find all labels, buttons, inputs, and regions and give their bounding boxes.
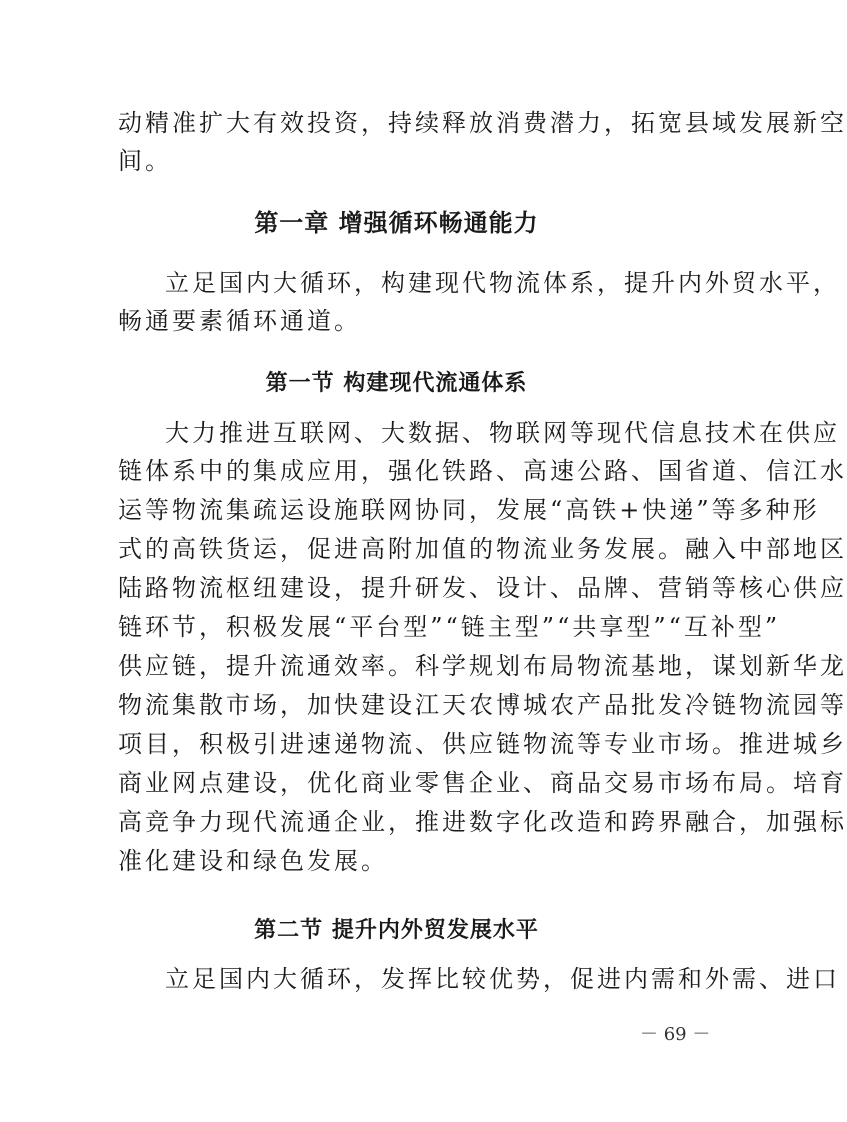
body-text-line: 陆路物流枢纽建设，提升研发、设计、品牌、营销等核心供应 (118, 574, 847, 602)
body-text-line: 供应链，提升流通效率。科学规划布局物流基地，谋划新华龙 (118, 652, 847, 680)
body-text-line: 项目，积极引进速递物流、供应链物流等专业市场。推进城乡 (118, 730, 847, 758)
section-title: 第二节 提升内外贸发展水平 (254, 918, 539, 943)
body-text-line: 链环节，积极发展“平台型”“链主型”“共享型”“互补型” (118, 613, 781, 641)
body-text-line: 物流集散市场，加快建设江天农博城农产品批发冷链物流园等 (118, 691, 847, 719)
body-text-line: 链体系中的集成应用，强化铁路、高速公路、国省道、信江水 (118, 457, 847, 485)
body-text-line: 立足国内大循环，构建现代物流体系，提升内外贸水平， (165, 269, 840, 297)
body-text-line: 大力推进互联网、大数据、物联网等现代信息技术在供应 (165, 419, 840, 447)
body-text-line: 动精准扩大有效投资，持续释放消费潜力，拓宽县域发展新空 (118, 109, 847, 137)
body-text-line: 立足国内大循环，发挥比较优势，促进内需和外需、进口 (165, 965, 840, 993)
chapter-title: 第一章 增强循环畅通能力 (254, 209, 539, 237)
body-text-line: 商业网点建设，优化商业零售企业、商品交易市场布局。培育 (118, 769, 847, 797)
body-text-line: 运等物流集疏运设施联网协同，发展“高铁+快递”等多种形 (118, 496, 820, 524)
body-text-line: 间。 (118, 147, 172, 175)
body-text-line: 式的高铁货运，促进高附加值的物流业务发展。融入中部地区 (118, 535, 847, 563)
section-title: 第一节 构建现代流通体系 (265, 371, 528, 396)
body-text-line: 畅通要素循环通道。 (118, 307, 361, 335)
body-text-line: 准化建设和绿色发展。 (118, 847, 388, 875)
body-text-line: 高竞争力现代流通企业，推进数字化改造和跨界融合，加强标 (118, 808, 847, 836)
page-number: － 69 － (640, 1024, 711, 1045)
